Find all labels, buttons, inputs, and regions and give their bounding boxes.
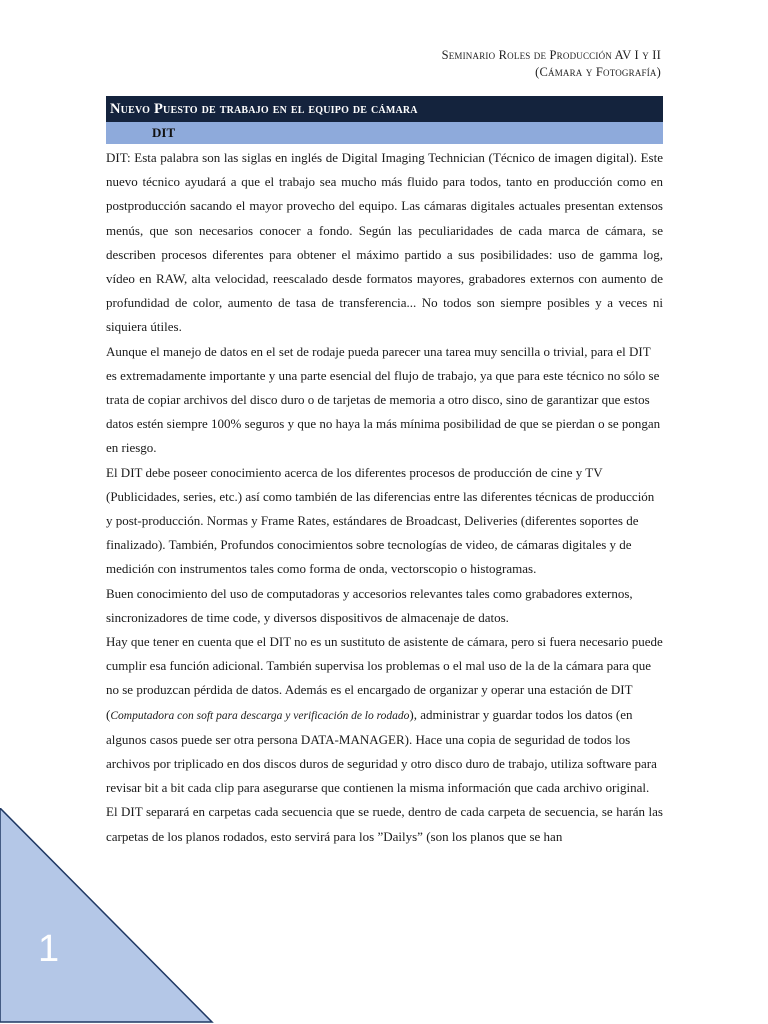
paragraph-dit-definition: DIT: Esta palabra son las siglas en inglés de Digital Imaging Technician (Técnico de imagen digital). Este nuevo técnico ayudará a que el trabajo sea mucho más fluido para todos, tanto en producción como en postproducción sacando el mayor provecho del equipo. Las cámaras digitales actuales presentan extensos menús, que son necesarios conocer a fondo. Según las peculiaridades de cada marca de cámara, se describen procesos diferentes para obtener el máximo partido a sus posibilidades: uso de gamma log, vídeo en RAW, alta velocidad, reescalado desde formatos mayores, grabadores externos con aumento de profundidad de color, aumento de tasa de transferencia... No todos son siempre posibles y a veces ni siquiera útiles. (106, 150, 663, 335)
paragraph-computers: Buen conocimiento del uso de computadoras y accesorios relevantes tales como grabadores externos, sincronizadores de time code, y diversos dispositivos de almacenaje de datos. (106, 585, 633, 625)
section-title: Nuevo Puesto de trabajo en el equipo de cámara (110, 101, 418, 117)
paragraph-data-handling: Aunque el manejo de datos en el set de rodaje pueda parecer una tarea muy sencilla o trivial, para el DIT es extremadamente importante y una parte esencial del flujo de trabajo, ya que para este técnico no sólo se trata de copiar archivos del disco duro o de tarjetas de memoria a otro disco, sino de garantizar que estos datos estén siempre 100% seguros y que no haya la más mínima posibilidad de que se pierdan o se pongan en riesgo. (106, 343, 661, 456)
corner-triangle-decoration (0, 808, 215, 1024)
paragraph-knowledge: El DIT debe poseer conocimiento acerca de los diferentes procesos de producción de cine y TV (Publicidades, series, etc.) así como también de las diferencias entre las diferentes técnicas de producción y post-producción. Normas y Frame Rates, estándares de Broadcast, Deliveries (diferentes soportes de finalizado). También, Profundos conocimientos sobre tecnologías de video, de cámaras digitales y de medición con instrumentos tales como forma de onda, vectorscopio o histogramas. (106, 464, 655, 577)
subsection-title: DIT (152, 125, 176, 140)
subsection-bar (106, 122, 663, 144)
paragraph-folders: El DIT separará en carpetas cada secuencia que se ruede, dentro de cada carpeta de secuencia, se harán las carpetas de los planos rodados, esto servirá para los ”Dailys” (son los planos que se han (106, 804, 663, 844)
running-header (442, 47, 661, 81)
header-line-1: Seminario Roles de Producción AV I y II (441, 48, 661, 62)
paragraph-responsibilities-part-1: Hay que tener en cuenta que el DIT no es un sustituto de asistente de cámara, pero si fuera necesario puede cumplir esa función adicional. También supervisa los problemas o el mal uso de la de la cámara para que no se produzcan pérdida de datos. Además es el encargado de organizar y operar una estación de DIT ( (106, 634, 663, 722)
triangle-shape (0, 808, 212, 1022)
section-title-bar (106, 96, 663, 122)
page-number: 1 (38, 928, 60, 970)
document-body (106, 146, 663, 849)
header-line-2: (Cámara y Fotografía) (535, 65, 661, 79)
paragraph-responsibilities (106, 630, 663, 800)
italic-note: Computadora con soft para descarga y verificación de lo rodado (110, 709, 410, 722)
paragraph-responsibilities-part-2: ), administrar y guardar todos los datos (en algunos casos puede ser otra persona DATA-MANAGER). Hace una copia de seguridad de todos los archivos por triplicado en dos discos duros de seguridad y otro disco duro de trabajo, utiliza software para revisar bit a bit cada clip para asegurarse que contienen la misma información que cada archivo original. (106, 706, 657, 796)
